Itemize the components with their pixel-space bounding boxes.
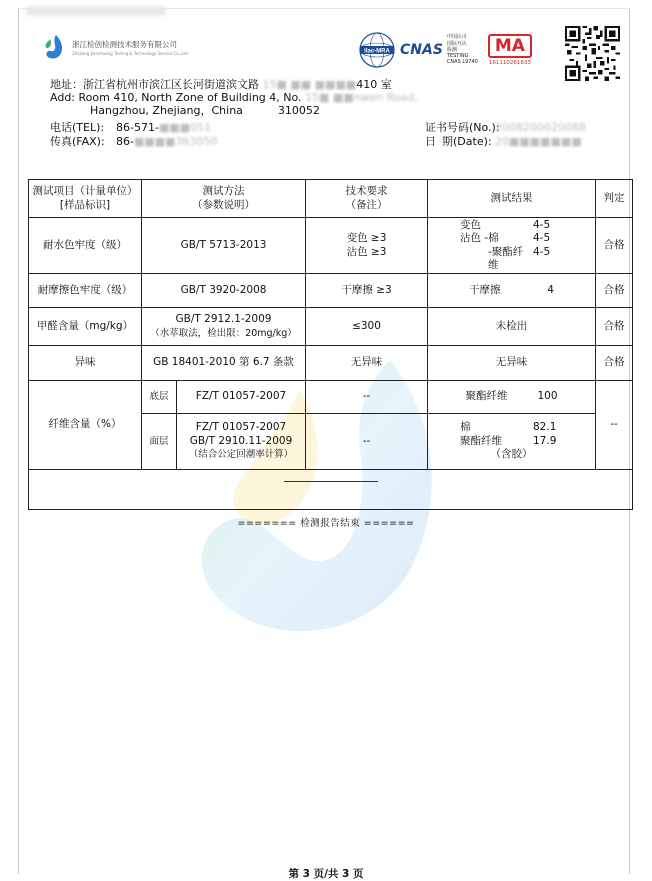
company-logo-icon [42,33,68,61]
report-end-marker: ======= 检测报告结束 ====== [237,518,415,529]
redacted-tel: ■■■051 [158,121,212,134]
company-logo [42,33,188,61]
results-table [28,179,633,510]
company-name-en: Zhejiang Jianchuang Testing & Technology Service Co.,Ltd [72,50,188,56]
tel-row: 电话(TEL): 86-571- ■■■051 [50,121,212,134]
header-method: 测试方法 （参数说明） [142,180,306,218]
table-row: 纤维含量（%） 底层 FZ/T 01057-2007 -- 聚酯纤维 100 -- [29,381,633,414]
table-header-row [29,180,633,218]
ma-logo-icon: MA [488,34,532,58]
contact-block [50,121,218,149]
cnas-logo-text: CNAS [400,41,443,58]
table-footer-row [29,470,633,510]
qr-code-icon [565,26,620,81]
fax-row: 传真(FAX): 86- ■■■■363050 [50,135,218,148]
ilac-mra-label: ilac-MRA [364,48,390,55]
certificate-block [425,121,586,149]
date-row: 日 期(Date): 20■■■■■■■ [425,135,582,148]
footer-rule [284,481,378,482]
address-cn: 地址：浙江省杭州市滨江区长河街道滨文路 15■ ■■ ■■■■410 室 [50,78,392,91]
ma-number: 161110261833 [488,60,531,66]
redacted-address-en: 15■ ■■nwen Road, [305,91,419,104]
redacted-header-strip [26,6,166,16]
table-row: 甲醛含量（mg/kg） GB/T 2912.1-2009 （水萃取法，检出限：20mg/kg） ≤300 未检出 合格 [29,308,633,346]
address-en: Add: Room 410, North Zone of Building 4, No. 15■ ■■nwen Road, [50,91,419,104]
table-row: 耐摩擦色牢度（级） GB/T 3920-2008 干摩擦 ≥3 干摩擦 4 合格 [29,274,633,308]
address-city: Hangzhou, Zhejiang，China 310052 [90,104,320,117]
report-date: 20■■■■■■■ [495,135,582,148]
header-item: 测试项目（计量单位） [样品标识] [29,180,142,218]
company-name-cn: 浙江检创检测技术服务有限公司 [72,39,177,49]
zip-code: 310052 [277,104,320,117]
certificate-number-row: 证书号码(No.): 2008200020088 [425,121,586,134]
certification-logos [358,30,532,70]
ma-mark [488,34,532,66]
header-result: 测试结果 [428,180,596,218]
cnas-mark [400,34,478,65]
fiber-result-list: 棉 82.1 聚酯纤维 17.9 [460,421,557,447]
water-result-list: 变色 4-5 沾色 -棉 4-5 -聚酯纤维 4-5 [460,218,551,271]
header-requirement: 技术要求 （备注） [306,180,428,218]
ilac-mra-icon [358,31,396,69]
cnas-accreditation-text: 中国认可 国际互认 检测 TESTING CNAS L9740 [446,34,478,66]
table-row: 耐水色牢度（级） GB/T 5713-2013 变色 ≥3 沾色 ≥3 变色 4-5 沾色 -棉 4-5 -聚酯纤维 4-5 合格 [29,218,633,274]
page-number: 第 3 页/共 3 页 [288,868,364,880]
address-block [50,78,418,117]
redacted-address: 15■ ■■ ■■■■ [262,78,357,91]
redacted-fax: ■■■■363050 [133,135,218,148]
table-row: 面层 FZ/T 01057-2007 GB/T 2910.11-2009 （结合公定回潮率计算） -- 棉 82.1 聚酯纤维 17.9 （含胶） [29,414,633,470]
certificate-number: 2008200020088 [495,121,586,134]
header-verdict: 判定 [596,180,633,218]
table-row: 异味 GB 18401-2010 第 6.7 条款 无异味 无异味 合格 [29,346,633,381]
